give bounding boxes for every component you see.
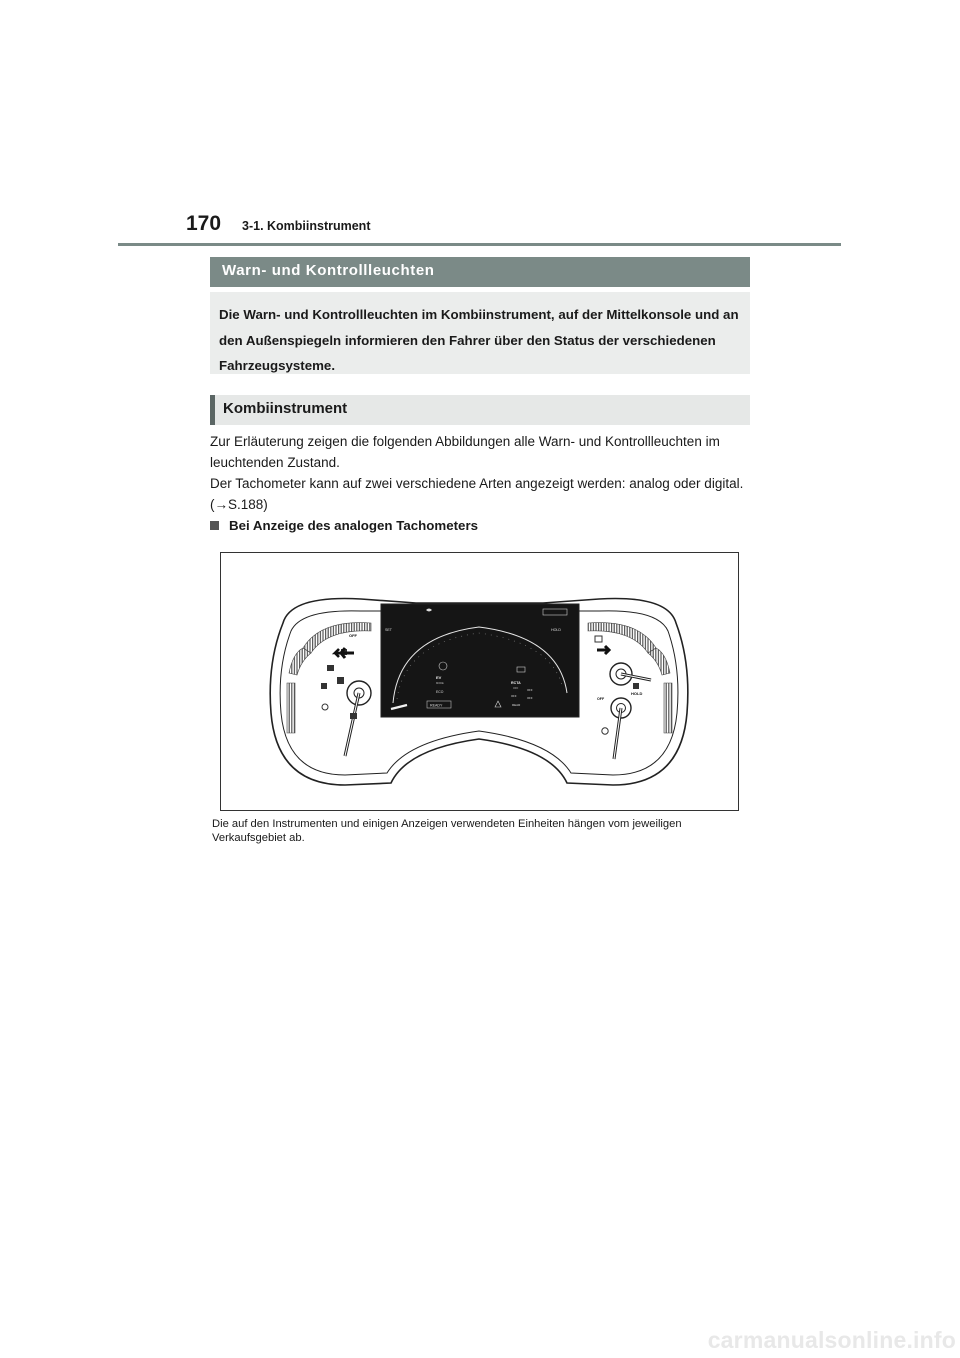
warning-lamp-icon <box>350 713 357 719</box>
bullet-heading <box>210 518 478 533</box>
label-off-b: OFF <box>527 688 533 692</box>
warning-lamp-icon <box>602 728 608 734</box>
intro-text: Die Warn- und Kontrollleuchten im Kombiinstrument, auf der Mittelkonsole und an den Außenspiegeln informieren den Fahrer über den Status der verschiedenen Fahrzeugsysteme. <box>219 307 739 373</box>
page-number: 170 <box>186 212 222 235</box>
warning-lamp-icon <box>337 677 344 684</box>
label-off-c: OFF <box>527 696 533 700</box>
label-off-a: OFF <box>511 694 517 698</box>
warning-lamp-icon <box>322 704 328 710</box>
section-title: Warn- und Kontrollleuchten <box>222 262 435 279</box>
label-eco: ECO <box>436 690 444 694</box>
instrument-cluster-illustration <box>221 553 738 810</box>
figure-caption: Die auf den Instrumenten und einigen Anzeigen verwendeten Einheiten hängen vom jeweiligen Verkaufsgebiet ab. <box>212 818 682 844</box>
body-paragraph: Der Tachometer kann auf zwei verschiedene Arten angezeigt werden: analog oder digital. (→S.188) <box>210 476 744 512</box>
bullet-heading-text: Bei Anzeige des analogen Tachometers <box>229 518 479 533</box>
subsection-heading-bar <box>210 395 750 425</box>
label-off-right: OFF <box>597 697 605 701</box>
warning-lamp-icon <box>595 636 602 642</box>
body-paragraph: Zur Erläuterung zeigen die folgenden Abbildungen alle Warn- und Kontrollleuchten im leuchtenden Zustand. <box>210 434 720 470</box>
left-gauge <box>287 623 371 756</box>
intro-box <box>210 292 750 374</box>
instrument-cluster-figure <box>220 552 739 811</box>
header-rule <box>118 243 841 246</box>
label-hold-right: HOLD <box>631 691 643 696</box>
center-display <box>381 604 579 717</box>
subsection-title: Kombiinstrument <box>223 400 348 417</box>
label-rcta-off: OFF <box>513 687 519 690</box>
subsection-accent <box>210 395 215 425</box>
label-rear: REAR <box>512 703 521 707</box>
label-off: OFF <box>349 633 357 638</box>
section-heading-bar <box>210 257 750 287</box>
bullet-square-icon <box>210 521 219 530</box>
warning-lamp-icon <box>321 683 327 689</box>
fuel-icon <box>633 683 639 689</box>
right-turn-arrow-icon <box>597 646 609 654</box>
warning-lamp-icon <box>327 665 334 671</box>
label-hold-top: HOLD <box>551 628 561 632</box>
running-header: 3-1. Kombiinstrument <box>242 219 371 233</box>
label-ready: READY <box>430 703 443 708</box>
label-ev-mode: MODE <box>436 682 444 685</box>
label-ev: EV <box>436 675 442 680</box>
label-set: SET <box>385 628 392 632</box>
footer-watermark: carmanualsonline.info <box>707 1327 956 1353</box>
label-rcta: RCTA <box>511 681 521 685</box>
right-gauge <box>588 623 672 759</box>
